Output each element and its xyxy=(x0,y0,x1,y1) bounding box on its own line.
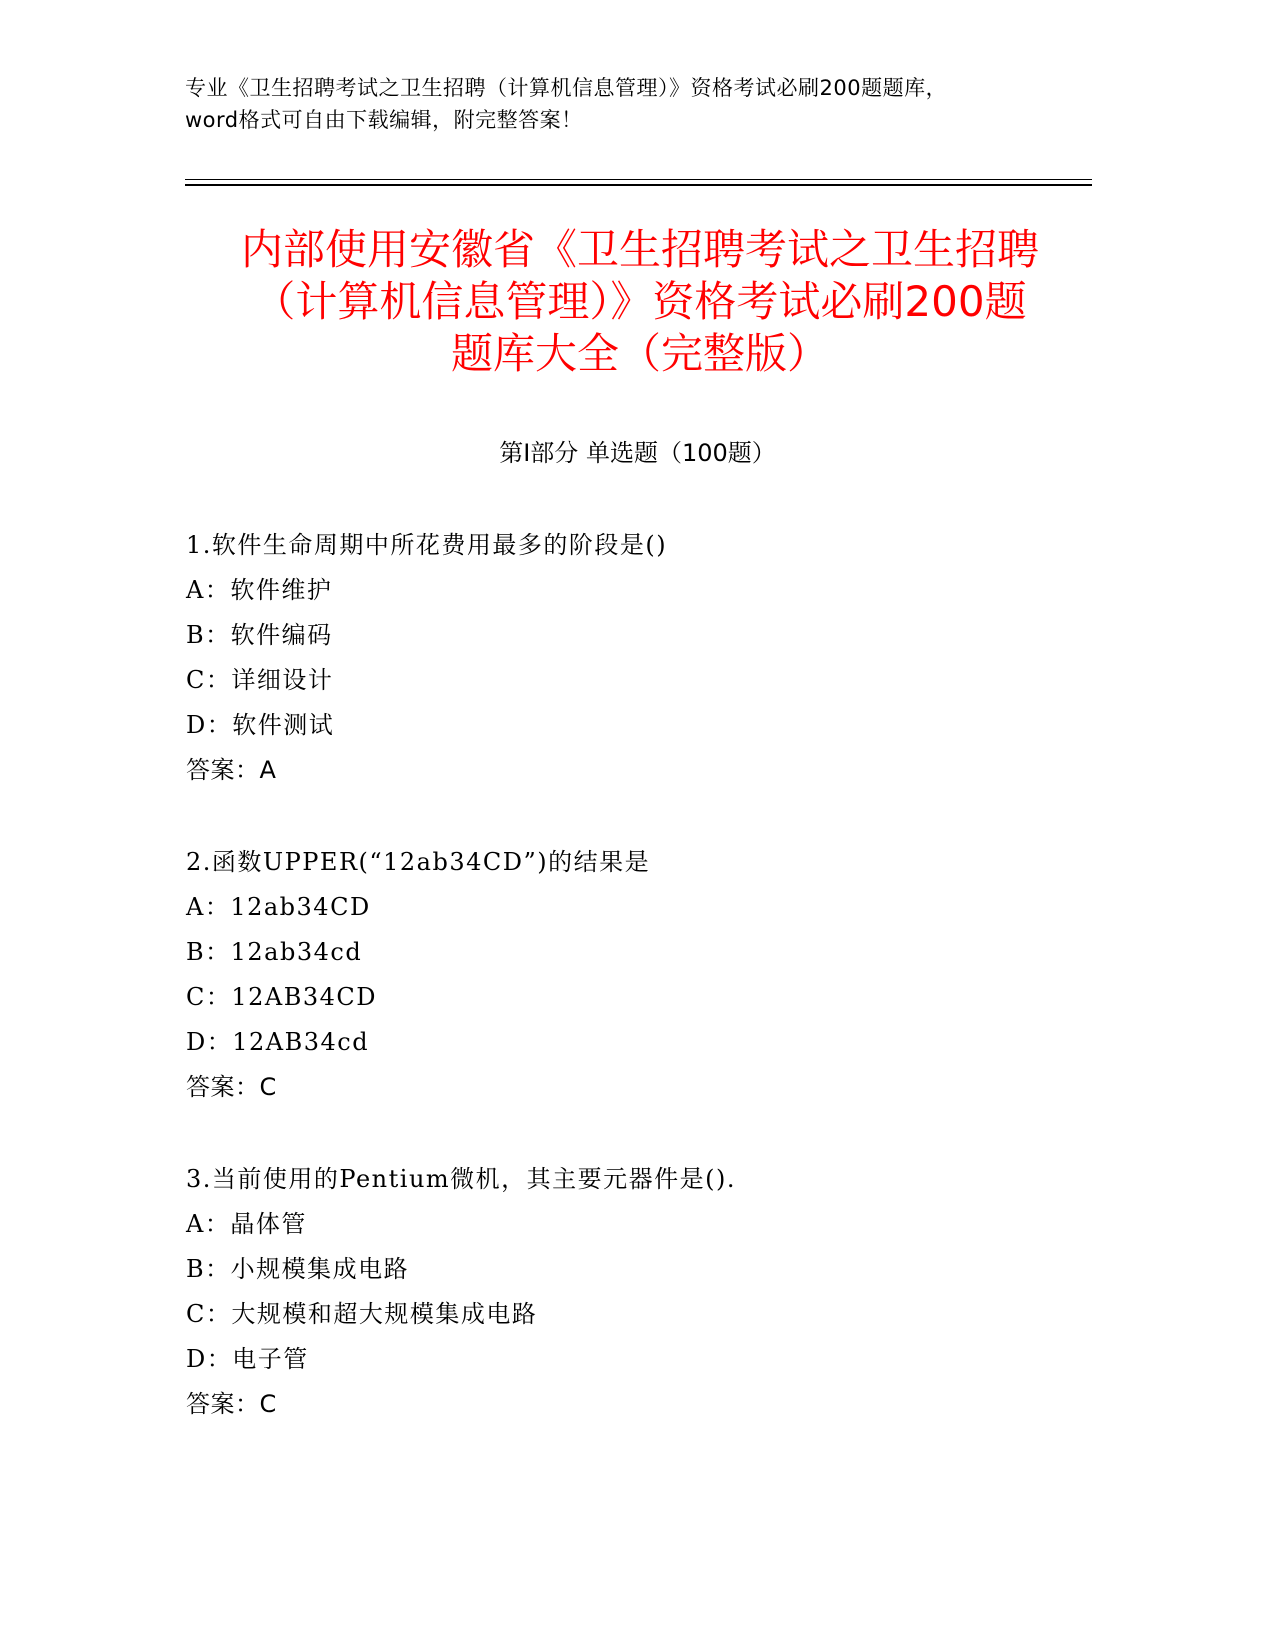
question-item xyxy=(186,1157,1086,1427)
document-title xyxy=(190,224,1090,380)
answer-line: 答案：C xyxy=(186,1073,277,1101)
answer-line: 答案：A xyxy=(186,756,277,784)
option-b: B：软件编码 xyxy=(186,621,333,649)
title-line1: 内部使用安徽省《卫生招聘考试之卫生招聘 xyxy=(240,225,1039,274)
option-d: D：电子管 xyxy=(186,1345,309,1373)
option-b: B：12ab34cd xyxy=(186,938,363,966)
option-b: B：小规模集成电路 xyxy=(186,1255,410,1283)
question-item xyxy=(186,523,1086,793)
answer-line: 答案：C xyxy=(186,1390,277,1418)
header-note xyxy=(185,72,1085,136)
header-divider-thick xyxy=(185,184,1092,186)
option-d: D：12AB34cd xyxy=(186,1028,370,1056)
option-c: C：12AB34CD xyxy=(186,983,378,1011)
header-note-line1: 专业《卫生招聘考试之卫生招聘（计算机信息管理）》资格考试必刷200题题库， xyxy=(185,76,948,100)
option-a: A：12ab34CD xyxy=(186,893,371,921)
section-heading: 第Ⅰ部分 单选题（100题） xyxy=(499,439,776,467)
option-a: A：软件维护 xyxy=(186,576,333,604)
question-item xyxy=(186,840,1086,1110)
header-divider-thin xyxy=(185,179,1092,180)
title-line3: 题库大全（完整版） xyxy=(450,329,829,378)
question-stem: 3.当前使用的Pentium微机，其主要元器件是(). xyxy=(186,1165,737,1193)
title-line2: （计算机信息管理）》资格考试必刷200题 xyxy=(253,277,1027,326)
option-c: C：详细设计 xyxy=(186,666,334,694)
option-d: D：软件测试 xyxy=(186,711,335,739)
option-c: C：大规模和超大规模集成电路 xyxy=(186,1300,538,1328)
header-note-line2: word格式可自由下载编辑，附完整答案！ xyxy=(185,108,583,132)
question-stem: 1.软件生命周期中所花费用最多的阶段是() xyxy=(186,531,668,559)
question-stem: 2.函数UPPER(“12ab34CD”)的结果是 xyxy=(186,848,651,876)
option-a: A：晶体管 xyxy=(186,1210,307,1238)
